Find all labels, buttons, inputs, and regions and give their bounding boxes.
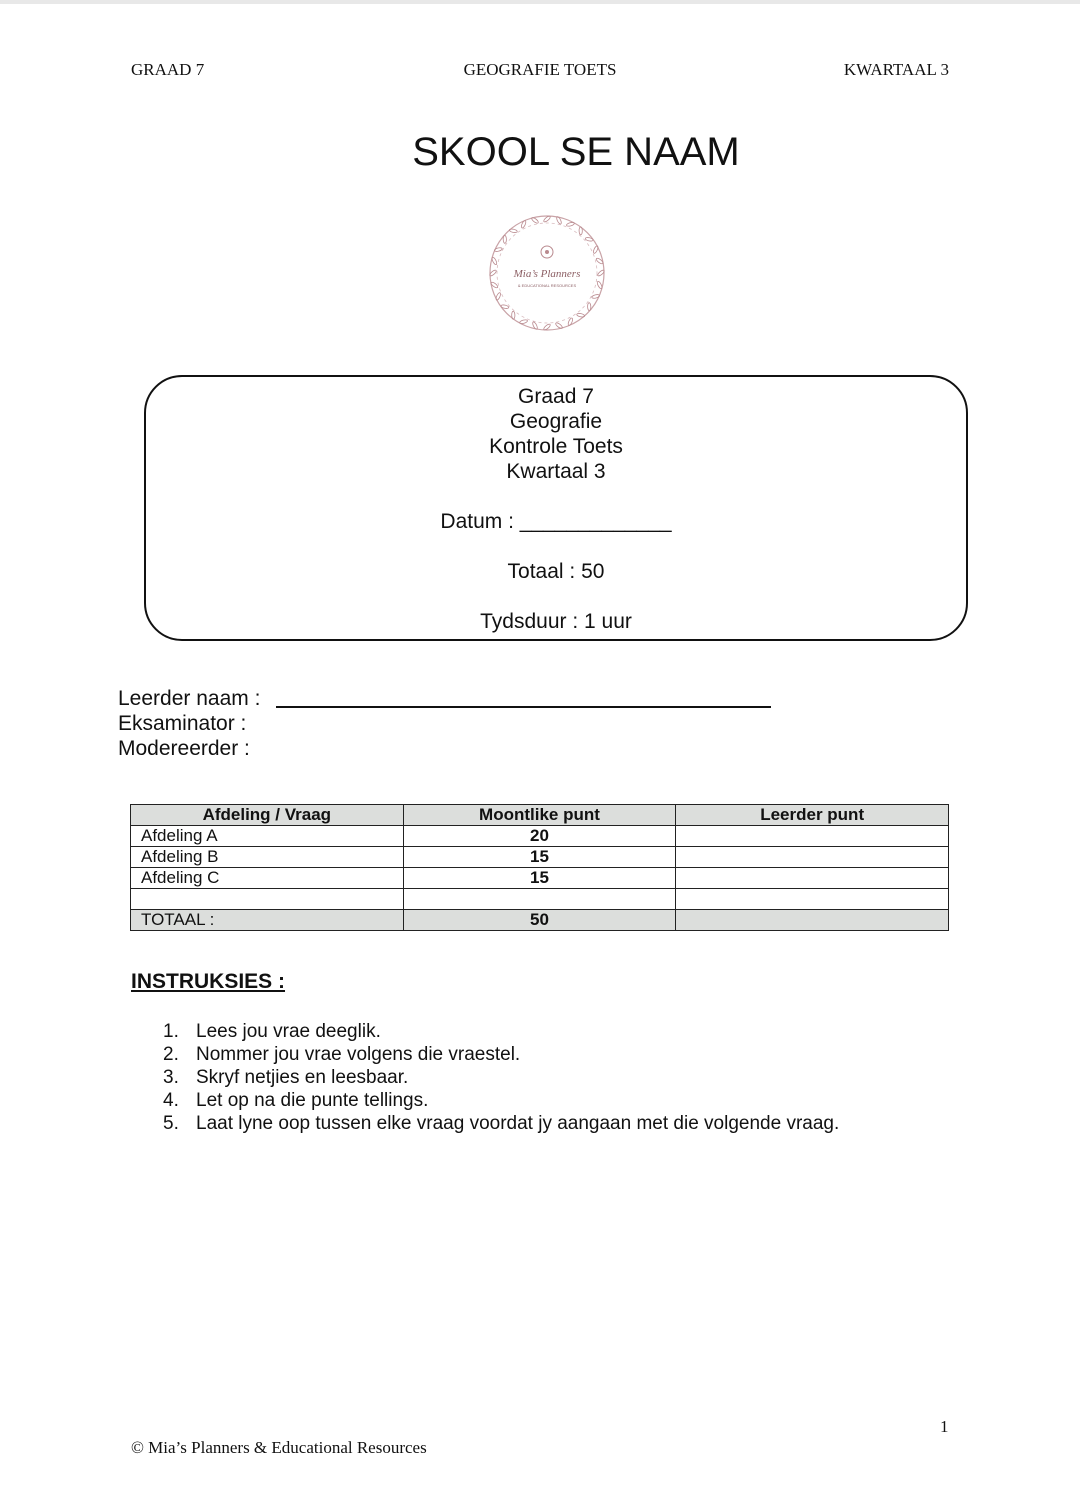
logo-leaf — [512, 311, 515, 319]
marks-table — [130, 804, 949, 931]
table-row — [131, 889, 949, 910]
list-item — [163, 1089, 839, 1112]
item-number: 2. — [163, 1044, 179, 1065]
logo-leaf — [579, 227, 582, 235]
logo-leaf — [491, 257, 497, 266]
item-number: 3. — [163, 1067, 179, 1088]
logo-leaf — [593, 245, 599, 254]
logo-leaf — [576, 313, 584, 318]
table-row — [131, 826, 949, 847]
logo-leaf — [495, 292, 501, 301]
learner-name-row — [118, 686, 260, 711]
logo-leaf — [588, 303, 591, 311]
item-text: Nommer jou vrae volgens die vraestel. — [196, 1044, 521, 1065]
row-possible: 20 — [403, 826, 676, 847]
logo-title-text: Mia’s Planners — [513, 268, 581, 280]
item-number: 1. — [163, 1021, 179, 1042]
list-item — [163, 1043, 839, 1066]
table-total-row — [131, 910, 949, 931]
item-text: Let op na die punte tellings. — [196, 1090, 429, 1111]
examiner-label: Eksaminator : — [118, 712, 247, 735]
header-possible-marks: Moontlike punt — [403, 805, 676, 826]
learner-name-label: Leerder naam : — [118, 687, 261, 710]
logo-subtitle-text: & EDUCATIONAL RESOURCES — [517, 283, 577, 288]
row-possible: 15 — [403, 868, 676, 889]
row-learner — [676, 889, 949, 910]
row-section: Afdeling B — [131, 847, 404, 868]
header-learner-marks: Leerder punt — [676, 805, 949, 826]
page-number: 1 — [940, 1417, 949, 1436]
logo-leaf — [509, 228, 517, 233]
test-info-box — [144, 375, 968, 641]
logo-leaf — [566, 222, 575, 227]
total-learner — [676, 910, 949, 931]
logo-leaf — [520, 220, 526, 229]
school-name: SKOOL SE NAAM — [412, 130, 740, 174]
info-term: Kwartaal 3 — [506, 460, 606, 483]
mias-planners-logo — [482, 208, 612, 338]
row-learner — [676, 826, 949, 847]
row-section: Afdeling A — [131, 826, 404, 847]
table-row — [131, 868, 949, 889]
list-item — [163, 1066, 839, 1089]
row-learner — [676, 847, 949, 868]
item-text: Laat lyne oop tussen elke vraag voordat jy aangaan met die volgende vraag. — [196, 1113, 840, 1134]
item-text: Skryf netjies en leesbaar. — [196, 1067, 409, 1088]
instructions-list — [163, 1020, 839, 1135]
info-subject: Geografie — [509, 410, 603, 433]
info-duration: Tydsduur : 1 uur — [480, 610, 632, 633]
info-test-type: Kontrole Toets — [489, 435, 623, 458]
list-item — [163, 1112, 839, 1135]
row-learner — [676, 868, 949, 889]
learner-name-line — [276, 706, 771, 708]
table-row — [131, 847, 949, 868]
item-text: Lees jou vrae deeglik. — [196, 1021, 381, 1042]
header-subject: GEOGRAFIE TOETS — [463, 60, 617, 79]
learner-fields — [118, 686, 260, 761]
copyright-footer: © Mia’s Planners & Educational Resources — [131, 1438, 427, 1457]
info-total: Totaal : 50 — [507, 560, 605, 583]
header-term: KWARTAAL 3 — [843, 60, 949, 79]
moderator-label: Modereerder : — [118, 737, 250, 760]
row-section: Afdeling C — [131, 868, 404, 889]
logo-leaf — [596, 281, 602, 290]
header-section: Afdeling / Vraag — [131, 805, 404, 826]
info-grade: Graad 7 — [518, 385, 594, 408]
logo-leaf — [519, 319, 528, 324]
info-date: Datum : _____________ — [440, 510, 672, 533]
row-section — [131, 889, 404, 910]
marks-table-header — [131, 805, 949, 826]
total-possible: 50 — [403, 910, 676, 931]
instructions-title: INSTRUKSIES : — [131, 970, 286, 993]
header-grade: GRAAD 7 — [131, 60, 205, 79]
row-possible: 15 — [403, 847, 676, 868]
list-item — [163, 1020, 839, 1043]
item-number: 4. — [163, 1090, 179, 1111]
item-number: 5. — [163, 1113, 179, 1134]
total-label: TOTAAL : — [131, 910, 404, 931]
row-possible — [403, 889, 676, 910]
logo-leaf — [503, 235, 506, 243]
top-border — [0, 0, 1080, 4]
